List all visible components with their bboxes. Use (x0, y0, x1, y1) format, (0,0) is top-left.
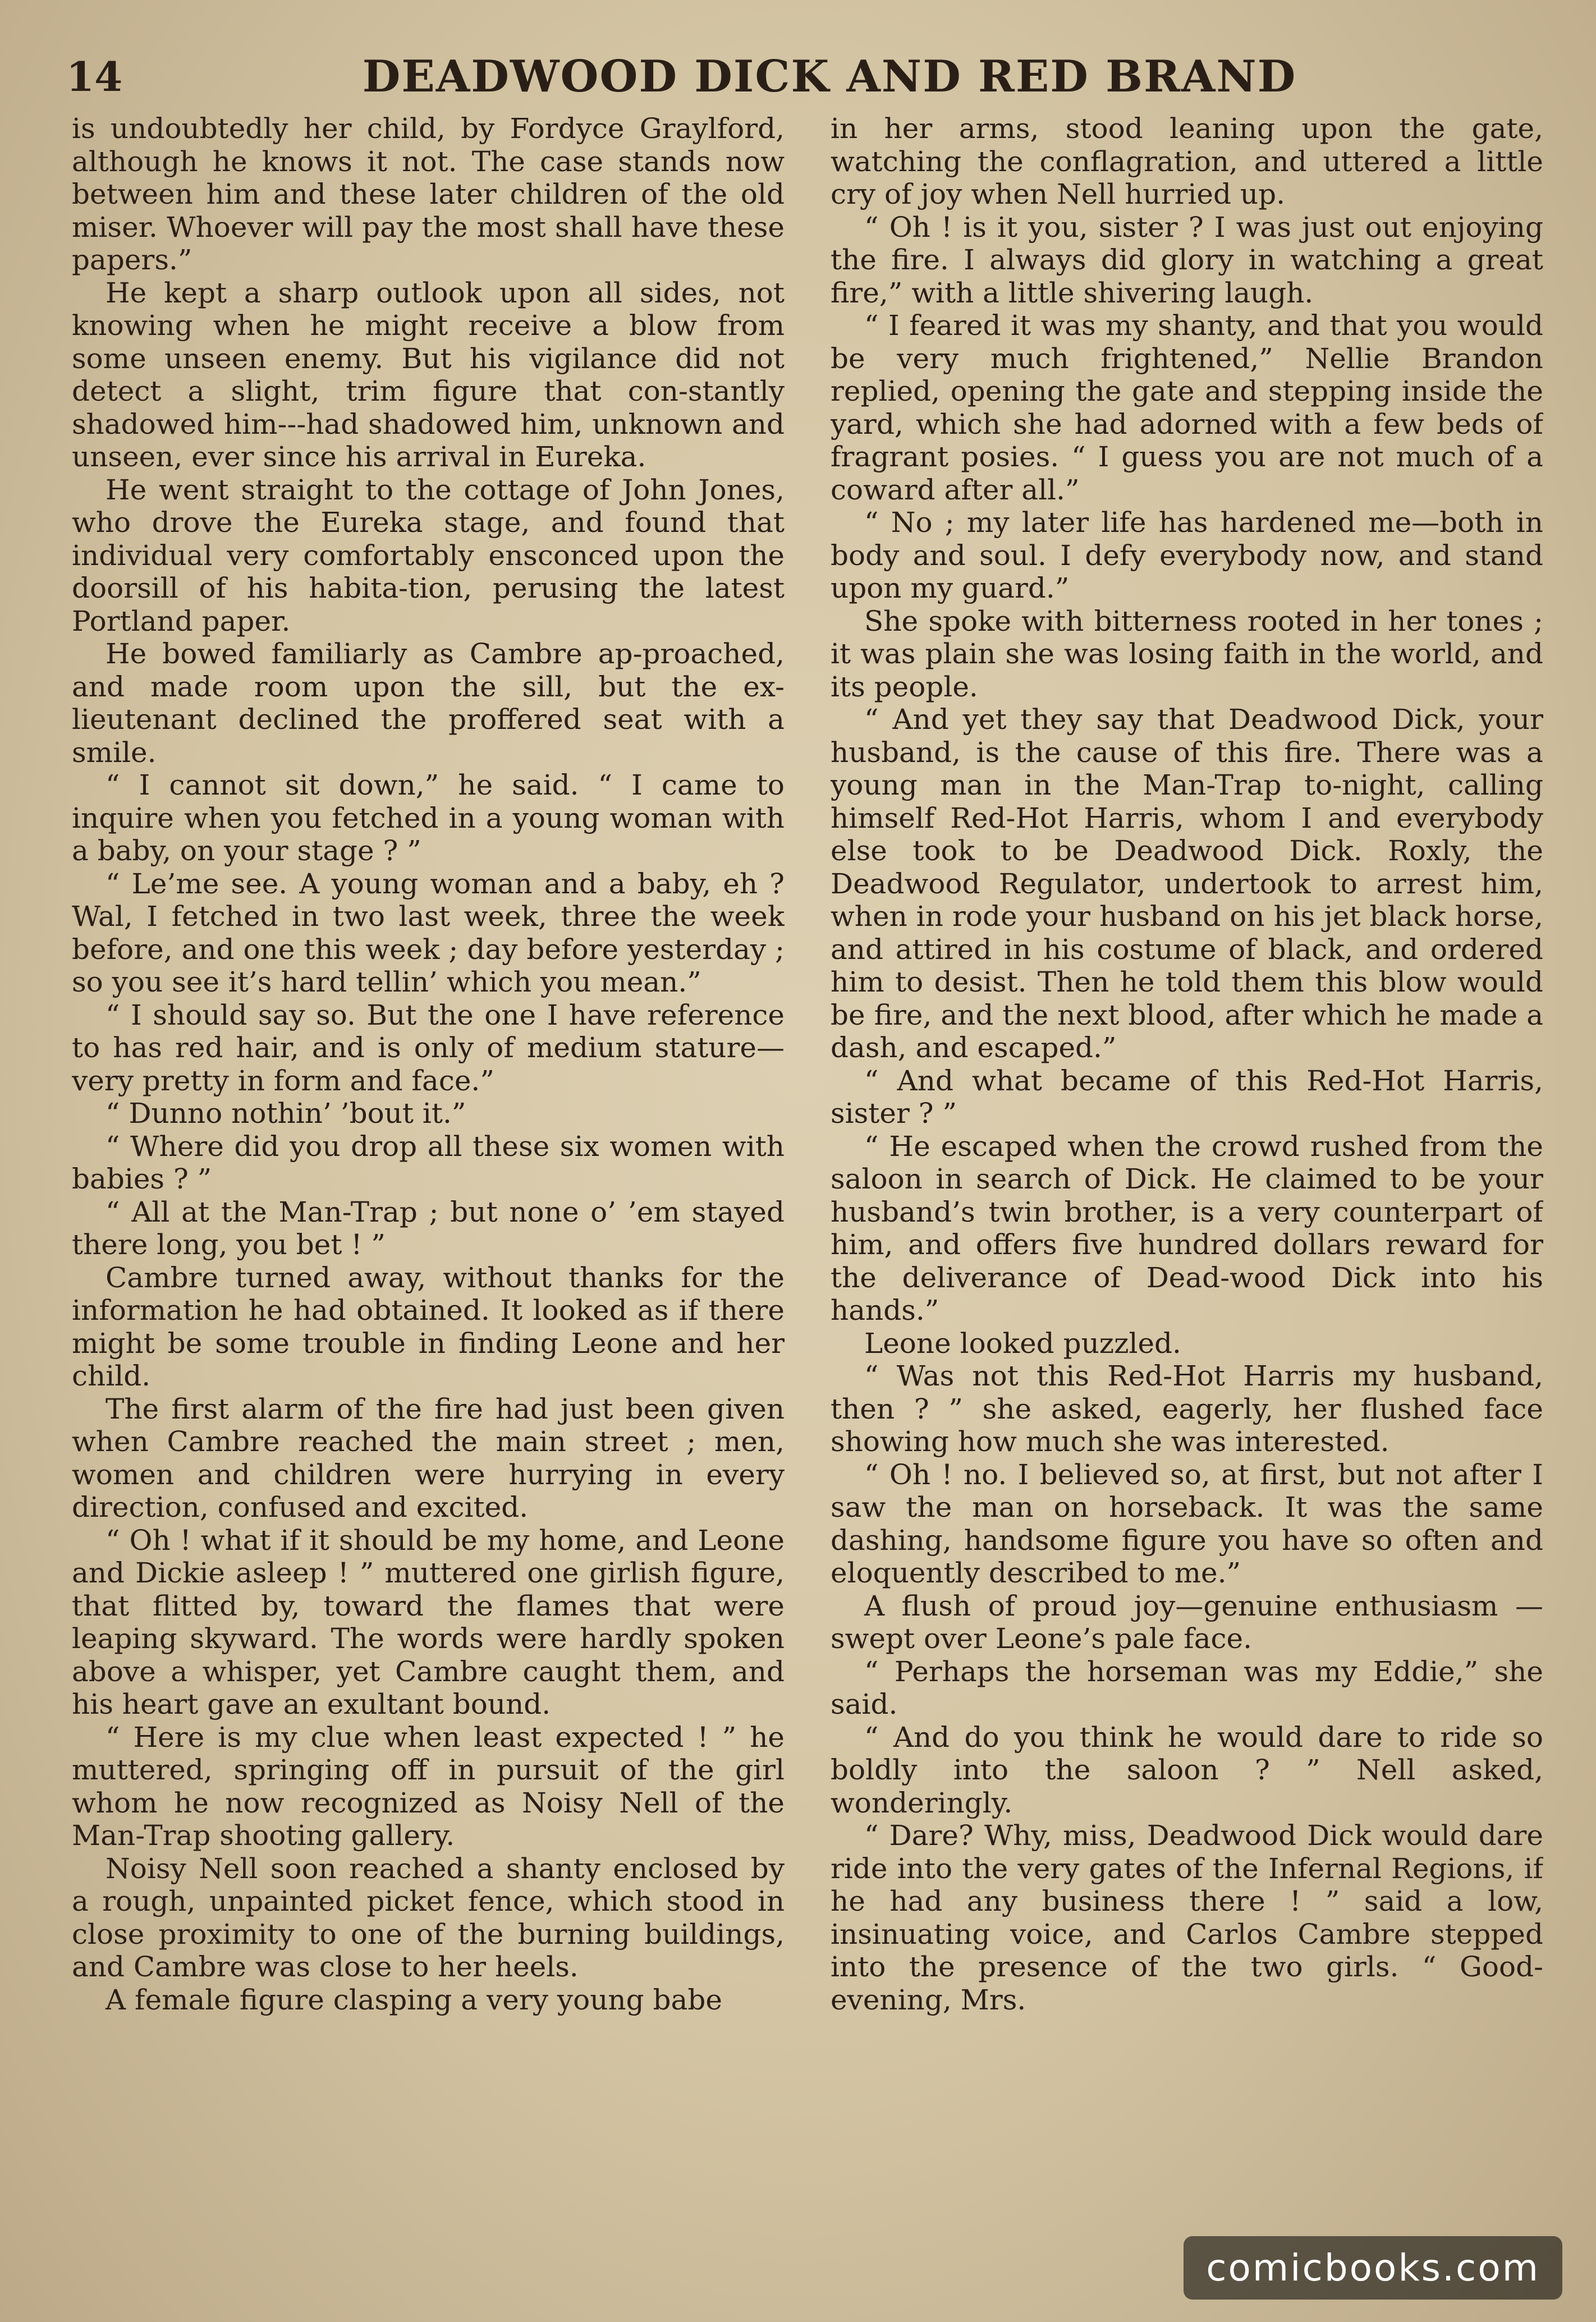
paragraph: “ Le’me see. A young woman and a baby, eh ? Wal, I fetched in two last week, three the week before, and one this week ; day before yesterday ; so you see it’s hard tellin’ which you mean.” (72, 867, 785, 998)
paragraph: “ All at the Man-Trap ; but none o’ ’em stayed there long, you bet ! ” (72, 1195, 785, 1261)
paragraph: “ And what became of this Red-Hot Harris, sister ? ” (831, 1064, 1543, 1130)
running-head-title: DEADWOOD DICK AND RED BRAND (362, 51, 1297, 102)
paragraph: A flush of proud joy—genuine enthusiasm —swept over Leone’s pale face. (831, 1589, 1543, 1655)
paragraph: is undoubtedly her child, by Fordyce Graylford, although he knows it not. The case stands now between him and these later children of the old miser. Whoever will pay the most shall have these papers.” (72, 112, 785, 276)
source-watermark: comicbooks.com (1184, 2236, 1562, 2300)
paragraph: “ Where did you drop all these six women with babies ? ” (72, 1130, 785, 1195)
page-number: 14 (66, 53, 123, 100)
paragraph: He kept a sharp outlook upon all sides, not knowing when he might receive a blow from some unseen enemy. But his vigilance did not detect a slight, trim figure that con-stantly shadowed him---had shadowed him, unknown and unseen, ever since his arrival in Eureka. (72, 276, 785, 473)
paragraph: The first alarm of the fire had just been given when Cambre reached the main street ; men, women and children were hurrying in every direction, confused and excited. (72, 1392, 785, 1523)
paragraph: “ I feared it was my shanty, and that you would be very much frightened,” Nellie Brandon replied, opening the gate and stepping inside the yard, which she had adorned with a few beds of fragrant posies. “ I guess you are not much of a coward after all.” (831, 309, 1543, 506)
paragraph: “ No ; my later life has hardened me—both in body and soul. I defy everybody now, and stand upon my guard.” (831, 506, 1543, 604)
text-column-left (72, 112, 785, 2233)
paragraph: He bowed familiarly as Cambre ap-proached, and made room upon the sill, but the ex-lieutenant declined the proffered seat with a smile. (72, 637, 785, 769)
text-column-right (831, 112, 1543, 2233)
page-header (66, 46, 1570, 108)
paragraph: “ And yet they say that Deadwood Dick, your husband, is the cause of this fire. There was a young man in the Man-Trap to-night, calling himself Red-Hot Harris, whom I and everybody else took to be Deadwood Dick. Roxly, the Deadwood Regulator, undertook to arrest him, when in rode your husband on his jet black horse, and attired in his costume of black, and ordered him to desist. Then he told them this blow would be fire, and the next blood, after which he made a dash, and escaped.” (831, 703, 1543, 1064)
paragraph: Noisy Nell soon reached a shanty enclosed by a rough, unpainted picket fence, which stood in close proximity to one of the burning buildings, and Cambre was close to her heels. (72, 1852, 785, 1983)
paragraph: “ Here is my clue when least expected ! ” he muttered, springing off in pursuit of the girl whom he now recognized as Noisy Nell of the Man-Trap shooting gallery. (72, 1720, 785, 1852)
paragraph: “ Dunno nothin’ ’bout it.” (106, 1097, 466, 1130)
paragraph: “ Oh ! is it you, sister ? I was just out enjoying the fire. I always did glory in watching a great fire,” with a little shivering laugh. (831, 210, 1543, 309)
paragraph: Cambre turned away, without thanks for the information he had obtained. It looked as if there might be some trouble in finding Leone and her child. (72, 1261, 785, 1392)
paragraph: “ He escaped when the crowd rushed from the saloon in search of Dick. He claimed to be your husband’s twin brother, is a very counterpart of him, and offers five hundred dollars reward for the deliverance of Dead-wood Dick into his hands.” (831, 1130, 1543, 1327)
paragraph: “ And do you think he would dare to ride so boldly into the saloon ? ” Nell asked, wonderingly. (831, 1720, 1543, 1819)
paragraph: “ Was not this Red-Hot Harris my husband, then ? ” she asked, eagerly, her flushed face showing how much she was interested. (831, 1360, 1543, 1458)
paragraph: “ I cannot sit down,” he said. “ I came to inquire when you fetched in a young woman with a baby, on your stage ? ” (72, 769, 785, 867)
paragraph: Leone looked puzzled. (864, 1327, 1181, 1360)
paragraph: “ Oh ! what if it should be my home, and Leone and Dickie asleep ! ” muttered one girlish figure, that flitted by, toward the flames that were leaping skyward. The words were hardly spoken above a whisper, yet Cambre caught them, and his heart gave an exultant bound. (72, 1523, 785, 1720)
paragraph: “ Perhaps the horseman was my Eddie,” she said. (831, 1655, 1543, 1720)
paragraph: in her arms, stood leaning upon the gate, watching the conflagration, and uttered a little cry of joy when Nell hurried up. (831, 112, 1543, 210)
paragraph: “ Dare? Why, miss, Deadwood Dick would dare ride into the very gates of the Infernal Regions, if he had any business there ! ” said a low, insinuating voice, and Carlos Cambre stepped into the presence of the two girls. “ Good-evening, Mrs. (831, 1819, 1543, 2016)
paragraph: “ Oh ! no. I believed so, at first, but not after I saw the man on horseback. It was the same dashing, handsome figure you have so often and eloquently described to me.” (831, 1458, 1543, 1589)
paragraph: She spoke with bitterness rooted in her tones ; it was plain she was losing faith in the world, and its people. (831, 604, 1543, 703)
paragraph: “ I should say so. But the one I have reference to has red hair, and is only of medium stature—very pretty in form and face.” (72, 998, 785, 1097)
paragraph: He went straight to the cottage of John Jones, who drove the Eureka stage, and found that individual very comfortably ensconced upon the doorsill of his habita-tion, perusing the latest Portland paper. (72, 473, 785, 637)
paragraph: A female figure clasping a very young babe (106, 1983, 722, 2016)
